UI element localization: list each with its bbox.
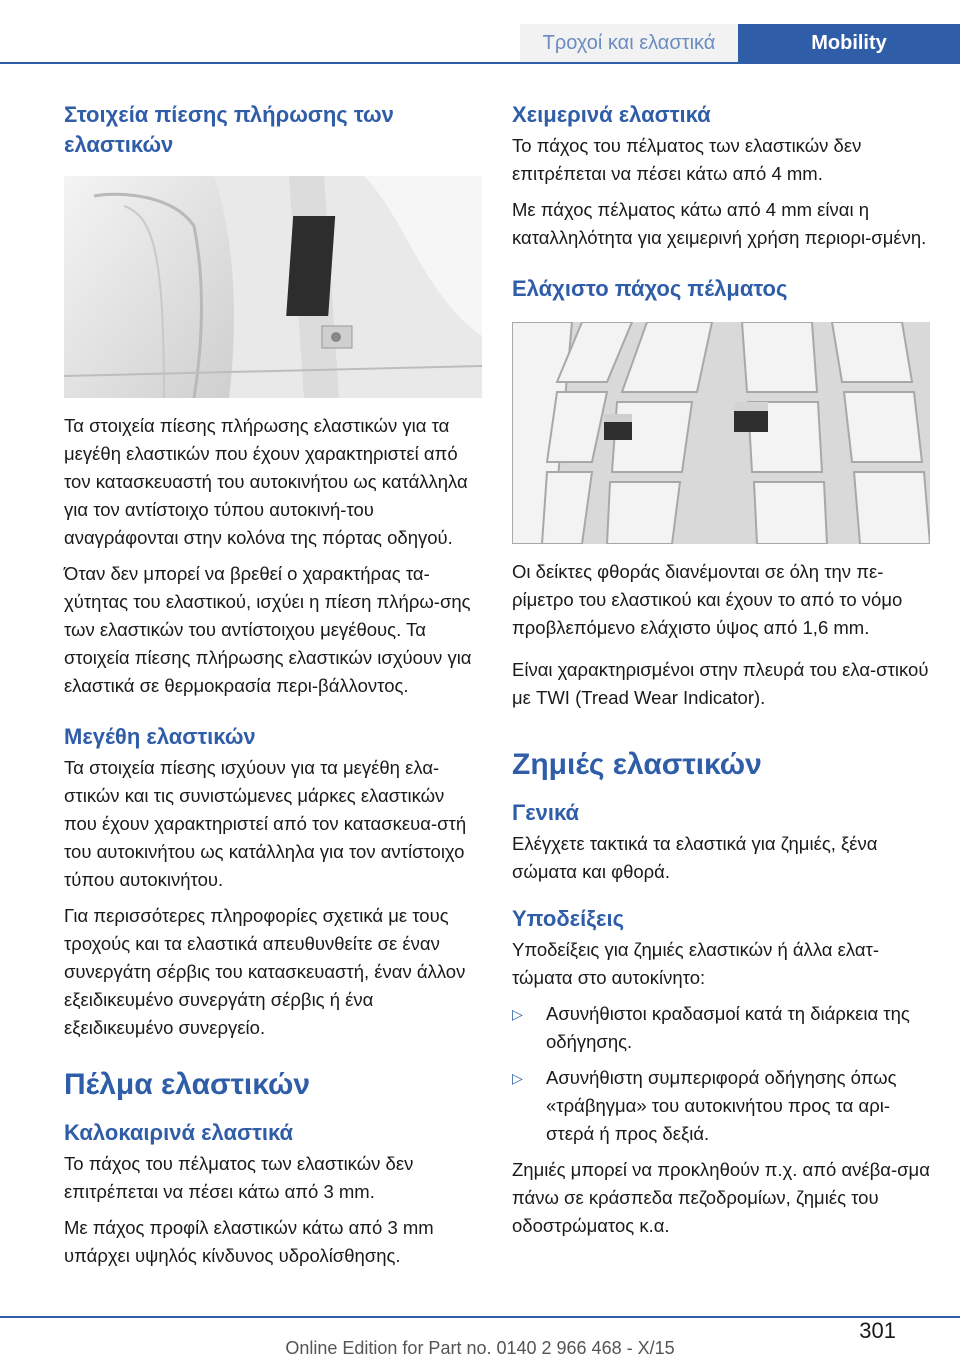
left-column bbox=[64, 100, 482, 1278]
paragraph-sizes-2: Για περισσότερες πληροφορίες σχετικά με τους τροχούς και τα ελαστικά απευθυνθείτε σε έναν συνεργάτη σέρβις του κατασκευαστή, έναν άλλον εξειδικευμένο συνεργάτη σέρβις ή ένα εξειδικευμένο συνεργείο. bbox=[64, 905, 466, 1038]
paragraph-min-tread-1: Οι δείκτες φθοράς διανέμονται σε όλη την πε-ρίμετρο του ελαστικού και έχουν το από το νόμο προβλεπόμενο ελάχιστο ύψος από 1,6 mm. bbox=[512, 561, 903, 638]
paragraph-sizes-1: Τα στοιχεία πίεσης ισχύουν για τα μεγέθη ελα-στικών και τις συνιστώμενες μάρκες ελαστικών που έχουν χαρακτηριστεί από τον κατασκευα-στή του αυτοκινήτου ως κατάλληλα για τον αντίστοιχο τύπου αυτοκινήτου. bbox=[64, 757, 467, 890]
triangle-right-icon: ▷ bbox=[512, 1070, 523, 1086]
paragraph-pressure-2: Όταν δεν μπορεί να βρεθεί ο χαρακτήρας τα-χύτητας του ελαστικού, ισχύει η πίεση πλήρω-σης των ελαστικών του αντίστοιχου μεγέθους. Τα στοιχεία πίεσης πλήρωσης ελαστικών ισχύουν για ελαστικά σε θερμοκρασία περι-βάλλοντος. bbox=[64, 563, 472, 696]
door-pillar-illustration bbox=[64, 176, 482, 398]
heading-winter-tires: Χειμερινά ελαστικά bbox=[512, 102, 711, 127]
heading-pressure-data: Στοιχεία πίεσης πλήρωσης των ελαστικών bbox=[64, 102, 394, 157]
tread-wear-indicator-illustration bbox=[512, 322, 930, 544]
heading-general: Γενικά bbox=[512, 800, 580, 825]
header-section-tab: Τροχοί και ελαστικά bbox=[520, 24, 738, 62]
paragraph-winter-1: Το πάχος του πέλματος των ελαστικών δεν επιτρέπεται να πέσει κάτω από 4 mm. bbox=[512, 135, 862, 184]
bullet-text-1: Ασυνήθιστοι κραδασμοί κατά τη διάρκεια της οδήγησης. bbox=[546, 1003, 910, 1052]
page-number: 301 bbox=[859, 1318, 896, 1343]
header-rule bbox=[0, 62, 960, 64]
heading-minimum-tread: Ελάχιστο πάχος πέλματος bbox=[512, 276, 788, 301]
tread-drawing bbox=[512, 322, 930, 544]
edition-footer: Online Edition for Part no. 0140 2 966 468 - X/15 bbox=[285, 1338, 675, 1358]
paragraph-damage-end: Ζημιές μπορεί να προκληθούν π.χ. από ανέβα-σμα πάνω σε κράσπεδα πεζοδρομίων, ζημιές του οδοστρώματος κ.α. bbox=[512, 1159, 930, 1236]
triangle-right-icon: ▷ bbox=[512, 1006, 523, 1022]
bullet-text-2: Ασυνήθιστη συμπεριφορά οδήγησης όπως «τράβηγμα» του αυτοκινήτου προς τα αρι-στερά ή προς δεξιά. bbox=[546, 1067, 897, 1144]
paragraph-min-tread-2: Είναι χαρακτηρισμένοι στην πλευρά του ελα-στικού με TWI (Tread Wear Indicator). bbox=[512, 659, 929, 708]
heading-hints: Υποδείξεις bbox=[512, 906, 625, 931]
paragraph-pressure-1: Τα στοιχεία πίεσης πλήρωσης ελαστικών για τα μεγέθη ελαστικών που έχουν χαρακτηριστεί από τον κατασκευαστή του αυτοκινήτου ως κατάλληλα για τον αντίστοιχο τύπου αυτοκινή-του αναγράφονται στην κολόνα της πόρτας οδηγού. bbox=[64, 415, 468, 548]
door-pillar-drawing bbox=[64, 176, 482, 398]
heading-summer-tires: Καλοκαιρινά ελαστικά bbox=[64, 1120, 294, 1145]
paragraph-summer-1: Το πάχος του πέλματος των ελαστικών δεν επιτρέπεται να πέσει κάτω από 3 mm. bbox=[64, 1153, 414, 1202]
paragraph-summer-2: Με πάχος προφίλ ελαστικών κάτω από 3 mm υπάρχει υψηλός κίνδυνος υδρολίσθησης. bbox=[64, 1217, 434, 1266]
header-chapter-tab: Mobility bbox=[738, 24, 960, 62]
paragraph-general: Ελέγχετε τακτικά τα ελαστικά για ζημιές, ξένα σώματα και φθορά. bbox=[512, 833, 878, 882]
footer-rule bbox=[0, 1316, 960, 1318]
right-column bbox=[512, 100, 930, 1248]
list-item bbox=[512, 1064, 930, 1148]
paragraph-winter-2: Με πάχος πέλματος κάτω από 4 mm είναι η καταλληλότητα για χειμερινή χρήση περιορι-σμένη. bbox=[512, 199, 927, 248]
list-item bbox=[512, 1000, 930, 1056]
heading-tire-sizes: Μεγέθη ελαστικών bbox=[64, 724, 256, 749]
heading-tire-tread: Πέλμα ελαστικών bbox=[64, 1068, 311, 1101]
heading-tire-damage: Ζημιές ελαστικών bbox=[512, 748, 762, 781]
paragraph-hints: Υποδείξεις για ζημιές ελαστικών ή άλλα ελατ-τώματα στο αυτοκίνητο: bbox=[512, 939, 880, 988]
